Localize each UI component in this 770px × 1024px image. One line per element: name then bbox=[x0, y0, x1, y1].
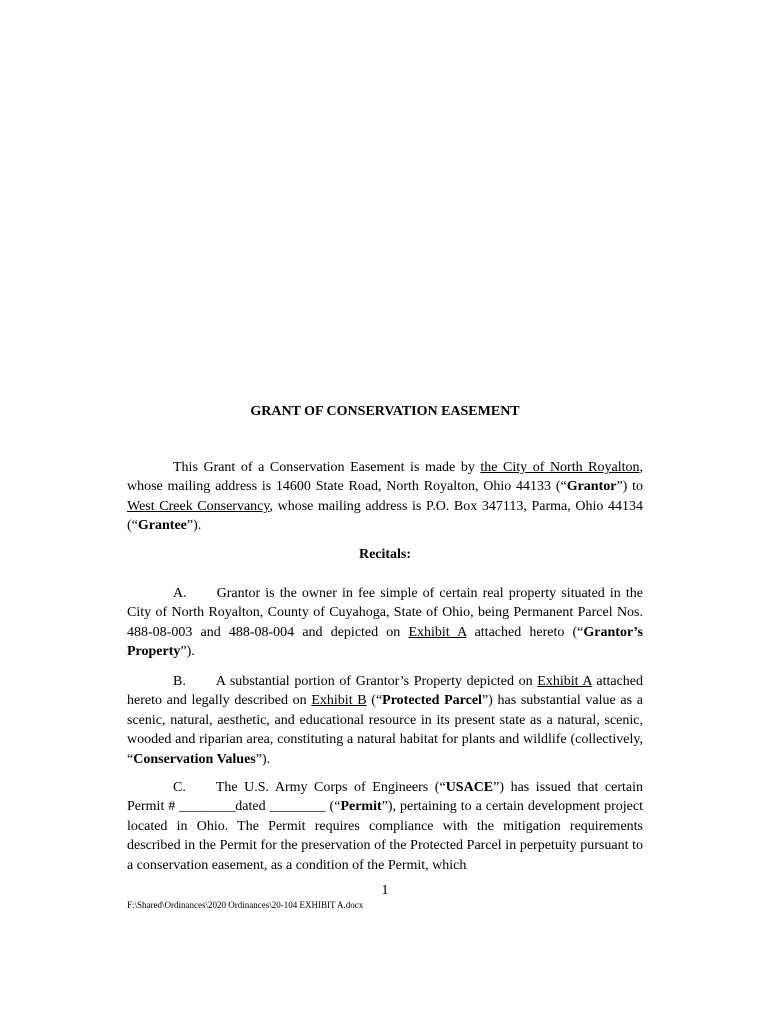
intro-text-5: ”). bbox=[186, 518, 202, 534]
recital-a-label: A. bbox=[173, 586, 187, 601]
recital-c-bold-1: USACE bbox=[445, 780, 494, 795]
footer-file-path: F:\Shared\Ordinances\2020 Ordinances\20-104 EXHIBIT A.docx bbox=[127, 900, 364, 910]
intro-text-1: This Grant of a Conservation Easement is made by bbox=[173, 460, 481, 475]
grantee-name: West Creek Conservancy bbox=[127, 498, 270, 514]
recital-b-exhibit-b: Exhibit B bbox=[311, 693, 367, 709]
recital-a-bold: Grantor’s Property bbox=[127, 624, 643, 660]
intro-text-3: ”) to bbox=[616, 479, 643, 495]
recital-c-paragraph bbox=[127, 778, 643, 875]
grantor-name: the City of North Royalton bbox=[480, 460, 640, 475]
recital-c-bold-2: Permit bbox=[340, 799, 382, 815]
recital-a-text-2: attached hereto (“ bbox=[466, 624, 584, 640]
recital-b-label: B. bbox=[173, 674, 186, 689]
grantor-label: Grantor bbox=[566, 479, 617, 495]
recital-a-text-1: Grantor is the owner in fee simple of certain real property situated in the City of North Royalton, County of Cuyahoga, State of Ohio, being Permanent Parcel Nos. 488-08-003 and 488-08-004 and depicted on bbox=[127, 586, 643, 640]
recital-b-text-2: attached hereto and legally described on bbox=[127, 674, 644, 709]
recital-b-text-1: A substantial portion of Grantor’s Property depicted on bbox=[215, 674, 538, 689]
recital-b-exhibit-a: Exhibit A bbox=[537, 674, 592, 689]
recital-c-text-2: ”) has issued that certain Permit # ________dated ________ (“ bbox=[127, 780, 643, 815]
document-title: GRANT OF CONSERVATION EASEMENT bbox=[250, 404, 520, 419]
recital-b-bold-2: Conservation Values bbox=[133, 751, 256, 767]
recital-b-text-3: (“ bbox=[366, 693, 383, 709]
recital-b-paragraph bbox=[127, 672, 643, 769]
intro-paragraph bbox=[127, 458, 643, 536]
recital-c-text-3: ”), pertaining to a certain development project located in Ohio. The Permit requires compliance with the mitigation requirements described in the Permit for the preservation of the Protected Parcel in perpetuity pursuant to a conservation easement, as a condition of the Permit, which bbox=[127, 799, 643, 873]
recital-a-paragraph bbox=[127, 584, 643, 662]
grantee-label: Grantee bbox=[137, 518, 187, 534]
recital-a-text-3: ”). bbox=[180, 644, 195, 660]
recital-b-text-4: ”) has substantial value as a scenic, natural, aesthetic, and educational resource in its present state as a natural, scenic, wooded and riparian area, constituting a natural habitat for plants and wildlife (collectively, “ bbox=[127, 693, 643, 767]
page-number: 1 bbox=[381, 883, 389, 898]
intro-text-2: , whose mailing address is 14600 State Road, North Royalton, Ohio 44133 (“ bbox=[127, 460, 643, 495]
recital-c-text-1: The U.S. Army Corps of Engineers (“ bbox=[215, 780, 446, 795]
recital-b-text-5: ”). bbox=[255, 751, 271, 767]
recital-a-exhibit: Exhibit A bbox=[408, 624, 467, 640]
recitals-heading: Recitals: bbox=[358, 547, 412, 562]
recital-b-bold-1: Protected Parcel bbox=[382, 693, 482, 709]
recital-c-label: C. bbox=[173, 780, 186, 795]
intro-text-4: , whose mailing address is P.O. Box 347113, Parma, Ohio 44134 (“ bbox=[127, 498, 643, 534]
